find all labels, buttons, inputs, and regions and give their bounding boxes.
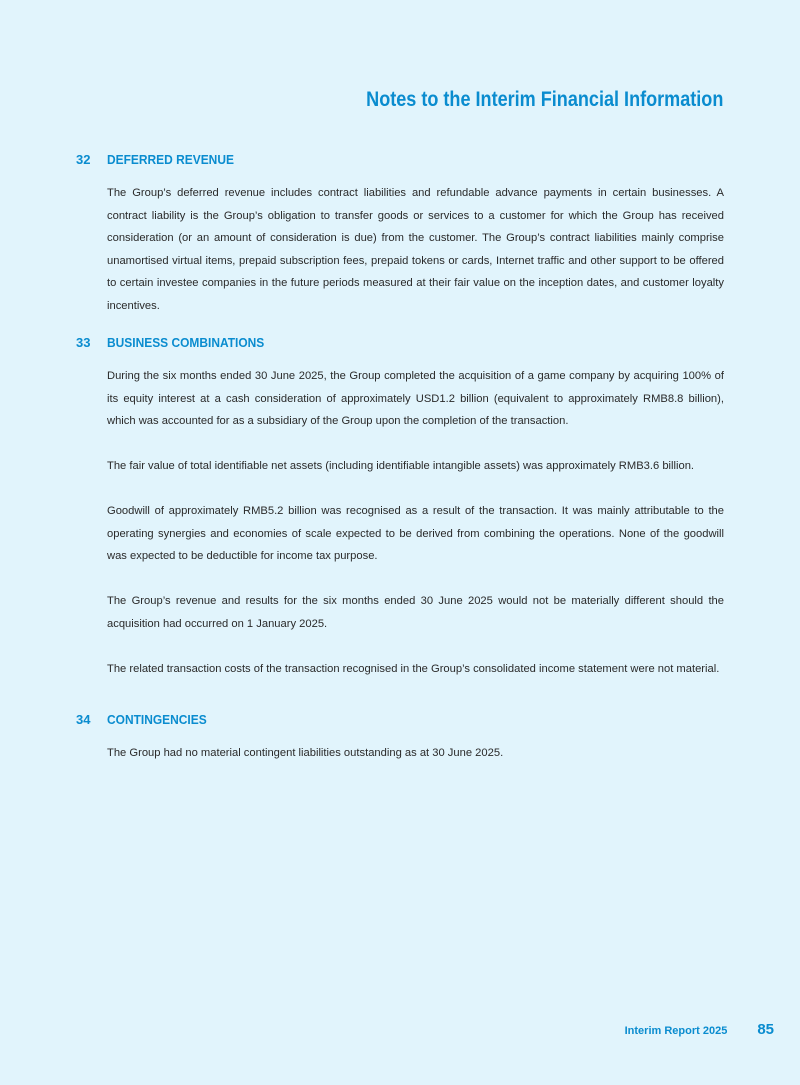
paragraph: Goodwill of approximately RMB5.2 billion was recognised as a result of the transaction. It was mainly attributable to the operating synergies and economies of scale expected to be derived from combining the operations. None of the goodwill was expected to be deductible for income tax purpose. bbox=[107, 505, 724, 562]
paragraph: The Group’s deferred revenue includes contract liabilities and refundable advance payments in certain businesses. A contract liability is the Group’s obligation to transfer goods or services to a customer for which the Group has received consideration (or an amount of consideration is due) from the customer. The Group’s contract liabilities mainly comprise unamortised virtual items, prepaid subscription fees, prepaid tokens or cards, Internet traffic and other support to be offered to certain investee companies in the future periods measured at their fair value on the inception dates, and customer loyalty incentives. bbox=[107, 187, 724, 312]
section-body bbox=[76, 365, 724, 680]
section-title: DEFERRED REVENUE bbox=[107, 152, 234, 167]
paragraph: The Group’s revenue and results for the six months ended 30 June 2025 would not be materially different should the acquisition had occurred on 1 January 2025. bbox=[107, 595, 724, 630]
paragraph: The Group had no material contingent liabilities outstanding as at 30 June 2025. bbox=[107, 747, 504, 759]
section-number: 33 bbox=[76, 335, 91, 350]
section-heading bbox=[76, 712, 724, 730]
section-heading bbox=[76, 335, 724, 353]
section-number: 32 bbox=[76, 152, 91, 167]
paragraph: The fair value of total identifiable net assets (including identifiable intangible assets) was approximately RMB3.6 billion. bbox=[107, 460, 695, 472]
section-title: BUSINESS COMBINATIONS bbox=[107, 335, 265, 350]
section-heading bbox=[76, 152, 724, 170]
section-business-combinations bbox=[76, 335, 724, 680]
section-body bbox=[76, 742, 724, 765]
page-footer bbox=[625, 1021, 774, 1038]
section-number: 34 bbox=[76, 712, 91, 727]
paragraph: The related transaction costs of the transaction recognised in the Group’s consolidated income statement were not material. bbox=[107, 662, 720, 675]
report-label: Interim Report 2025 bbox=[624, 1025, 728, 1037]
page-number: 85 bbox=[757, 1021, 774, 1038]
section-contingencies bbox=[76, 712, 724, 765]
section-body bbox=[76, 182, 724, 317]
section-deferred-revenue bbox=[76, 152, 724, 317]
section-title: CONTINGENCIES bbox=[107, 712, 207, 727]
page-title: Notes to the Interim Financial Information bbox=[365, 88, 723, 111]
paragraph: During the six months ended 30 June 2025, the Group completed the acquisition of a game company by acquiring 100% of its equity interest at a cash consideration of approximately USD1.2 billion (equivalent to approximately RMB8.8 billion), which was accounted for as a subsidiary of the Group upon the completion of the transaction. bbox=[107, 370, 724, 427]
